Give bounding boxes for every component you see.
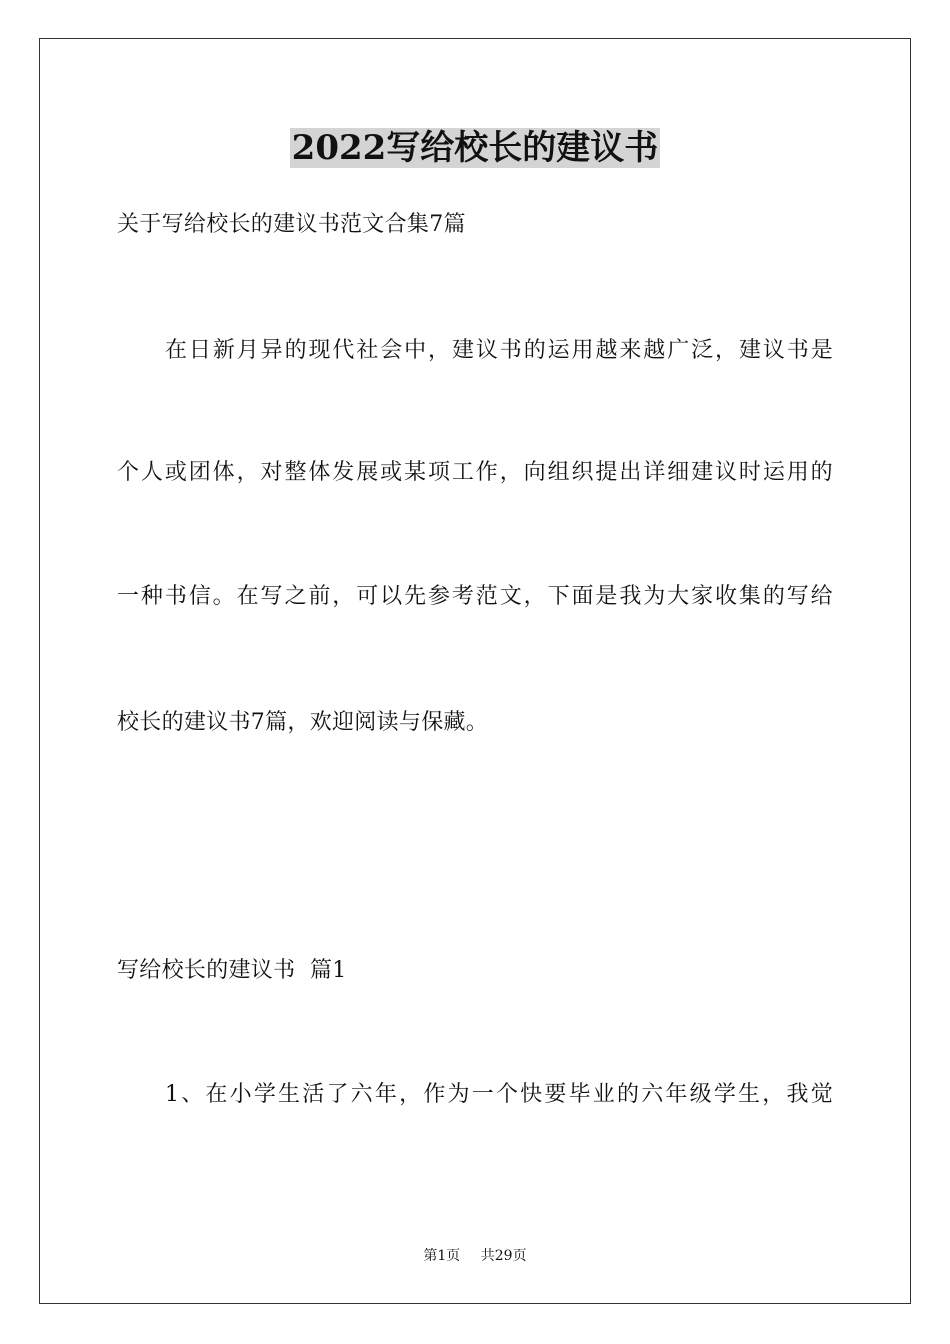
section-first-line: 1、在小学生活了六年，作为一个快要毕业的六年级学生，我觉 bbox=[165, 1082, 833, 1107]
section-heading: 写给校长的建议书 篇1 bbox=[117, 958, 347, 983]
page-number-total: 共29页 bbox=[480, 1248, 527, 1264]
document-title-text: 2022写给校长的建议书 bbox=[291, 128, 659, 168]
page-number-current: 第1页 bbox=[423, 1248, 461, 1264]
intro-line-3: 一种书信。在写之前，可以先参考范文，下面是我为大家收集的写给 bbox=[117, 584, 833, 609]
intro-line-1: 在日新月异的现代社会中，建议书的运用越来越广泛，建议书是 bbox=[165, 338, 833, 363]
intro-line-4: 校长的建议书7篇，欢迎阅读与保藏。 bbox=[117, 710, 489, 735]
page-footer bbox=[0, 1246, 950, 1266]
intro-line-2: 个人或团体，对整体发展或某项工作，向组织提出详细建议时运用的 bbox=[117, 460, 833, 485]
document-title bbox=[0, 126, 950, 170]
document-subtitle: 关于写给校长的建议书范文合集7篇 bbox=[117, 212, 466, 237]
